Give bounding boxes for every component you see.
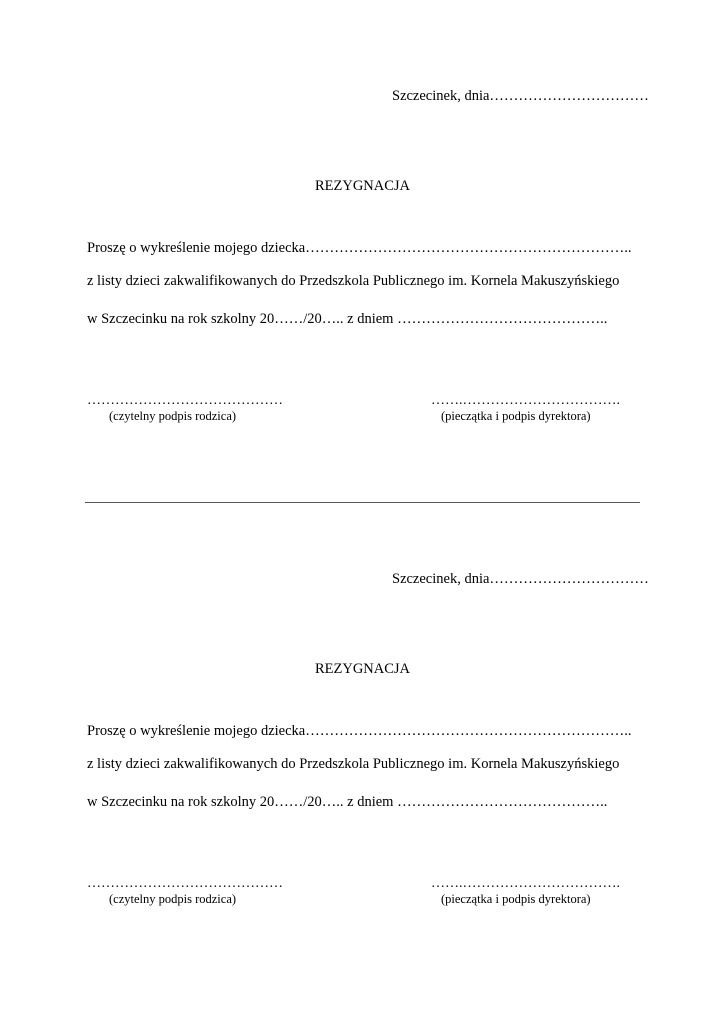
parent-signature-line: …………………………………… <box>87 393 283 408</box>
date-line: Szczecinek, dnia…………………………… <box>392 88 649 104</box>
director-signature-line: …….……………………………. <box>431 876 620 891</box>
kindergarten-line: z listy dzieci zakwalifikowanych do Przedszkola Publicznego im. Kornela Makuszyńskiego <box>87 273 620 289</box>
director-signature-caption: (pieczątka i podpis dyrektora) <box>441 409 591 423</box>
resignation-form-bottom <box>0 483 725 963</box>
kindergarten-line: z listy dzieci zakwalifikowanych do Przedszkola Publicznego im. Kornela Makuszyńskiego <box>87 756 620 772</box>
form-title: REZYGNACJA <box>314 178 411 194</box>
parent-signature-line: …………………………………… <box>87 876 283 891</box>
school-year-line: w Szczecinku na rok szkolny 20……/20….. z dniem …………………………………….. <box>87 311 608 327</box>
director-signature-line: …….……………………………. <box>431 393 620 408</box>
director-signature-caption: (pieczątka i podpis dyrektora) <box>441 892 591 906</box>
parent-signature-caption: (czytelny podpis rodzica) <box>109 892 237 906</box>
request-line: Proszę o wykreślenie mojego dziecka………………………………………………………….. <box>87 723 632 739</box>
parent-signature-caption: (czytelny podpis rodzica) <box>109 409 237 423</box>
date-line: Szczecinek, dnia…………………………… <box>392 571 649 587</box>
school-year-line: w Szczecinku na rok szkolny 20……/20….. z dniem …………………………………….. <box>87 794 608 810</box>
resignation-form-top <box>0 0 725 480</box>
form-title: REZYGNACJA <box>314 661 411 677</box>
request-line: Proszę o wykreślenie mojego dziecka………………………………………………………….. <box>87 240 632 256</box>
